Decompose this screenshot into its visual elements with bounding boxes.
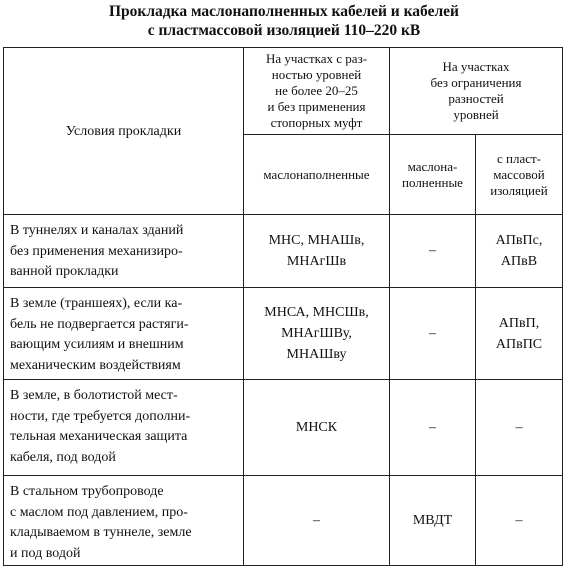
header-group-1-line: На участках с раз- — [265, 51, 368, 66]
cell-oil-filled: МНСА, МНСШв, МНАгШВу, МНАШву — [244, 288, 390, 380]
cell-oil-filled: МНС, МНАШв, МНАгШв — [244, 215, 390, 288]
cell-plastic: – — [476, 476, 563, 566]
row-condition: В стальном трубопроводе с маслом под давлением, про- кладываемом в туннеле, земле и под водой — [4, 476, 244, 566]
header-group-1-line: стопорных муфт — [270, 115, 363, 130]
header-group-2-line: разностей — [448, 91, 504, 106]
cell-oil-filled-unlimited: – — [390, 380, 476, 476]
title-line-2: с пластмассовой изоляцией 110–220 кВ — [147, 22, 421, 39]
page-title — [0, 2, 568, 40]
table-row — [4, 476, 563, 566]
header-oil-filled-2: маслона- полненные — [390, 135, 476, 215]
table-row — [4, 380, 563, 476]
table-row — [4, 288, 563, 380]
header-group-2-line: На участках — [442, 59, 510, 74]
header-group-2-line: без ограничения — [430, 75, 522, 90]
header-plastic-insulation: с пласт- массовой изоляцией — [476, 135, 563, 215]
table-row — [4, 215, 563, 288]
cell-oil-filled: – — [244, 476, 390, 566]
title-line-1: Прокладка маслонаполненных кабелей и кабелей — [109, 3, 459, 20]
cell-oil-filled-unlimited: МВДТ — [390, 476, 476, 566]
cell-plastic: АПвП, АПвПС — [476, 288, 563, 380]
cell-plastic: АПвПс, АПвВ — [476, 215, 563, 288]
cable-table — [3, 47, 563, 566]
header-group-1-line: и без применения — [267, 99, 366, 114]
cell-oil-filled: МНСК — [244, 380, 390, 476]
row-condition: В земле (траншеях), если ка- бель не подвергается растяги- вающим усилиям и внешним механическим воздействиям — [4, 288, 244, 380]
header-group-1 — [244, 48, 390, 135]
header-oil-filled: маслонаполненные — [244, 135, 390, 215]
cell-plastic: – — [476, 380, 563, 476]
header-group-1-line: не более 20–25 — [275, 83, 358, 98]
header-group-1-line: ностью уровней — [271, 67, 362, 82]
cell-oil-filled-unlimited: – — [390, 215, 476, 288]
cell-oil-filled-unlimited: – — [390, 288, 476, 380]
header-group-2-line: уровней — [453, 107, 499, 122]
row-condition: В земле, в болотистой мест- ности, где требуется дополни- тельная механическая защита кабеля, под водой — [4, 380, 244, 476]
row-condition: В туннелях и каналах зданий без применения механизиро- ванной прокладки — [4, 215, 244, 288]
header-conditions: Условия прокладки — [4, 48, 244, 215]
header-group-2 — [390, 48, 563, 135]
